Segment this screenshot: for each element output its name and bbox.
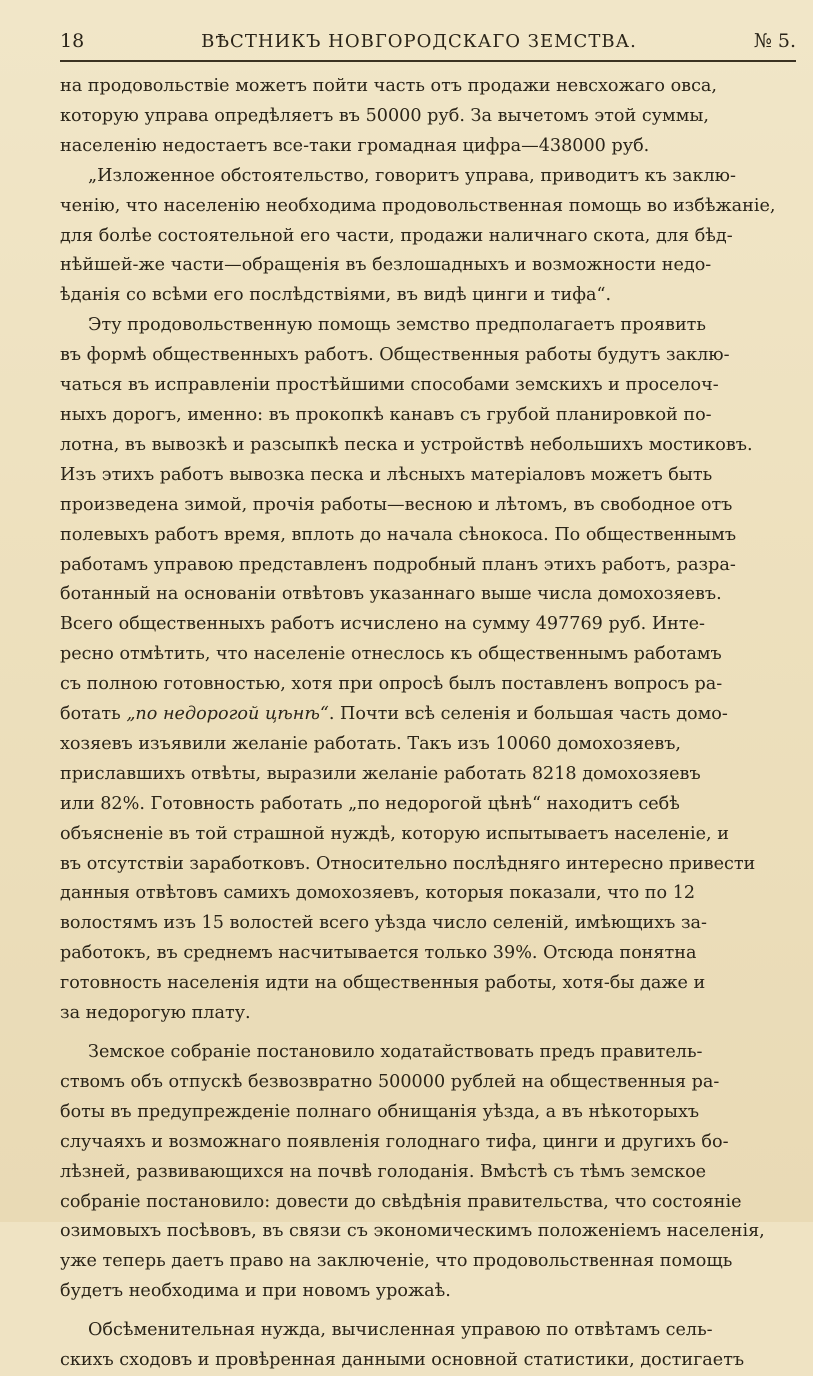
- paragraph: [60, 311, 796, 1029]
- text-line: въ отсутствіи заработковъ. Относительно послѣдняго интересно привести: [60, 853, 756, 874]
- text-line: ресно отмѣтить, что населеніе отнеслось къ общественнымъ работамъ: [60, 644, 722, 665]
- paragraph: [60, 72, 796, 162]
- paragraph: [60, 162, 796, 312]
- text-line: Земское собраніе постановило ходатайствовать предъ правитель-: [88, 1042, 703, 1062]
- text-line: объясненіе въ той страшной нуждѣ, которую испытываетъ населеніе, и: [60, 823, 729, 844]
- text-line: чаться въ исправленіи простѣйшими способами земскихъ и проселоч-: [60, 375, 719, 396]
- text-line: для болѣе состоятельной его части, продажи наличнаго скота, для бѣд-: [60, 225, 733, 246]
- paragraph: [60, 1038, 796, 1307]
- text-line: будетъ необходима и при новомъ урожаѣ.: [60, 1281, 451, 1302]
- text-line: нѣйшей-же части—обращенія въ безлошадныхъ и возможности недо-: [60, 255, 712, 276]
- text-line: боты въ предупрежденіе полнаго обнищанія уѣзда, а въ нѣкоторыхъ: [60, 1101, 700, 1122]
- text-line: данныя отвѣтовъ самихъ домохозяевъ, которыя показали, что по 12: [60, 883, 696, 904]
- text-line: Изъ этихъ работъ вывозка песка и лѣсныхъ матеріаловъ можетъ быть: [60, 464, 713, 485]
- text-fragment: ботать: [60, 704, 127, 725]
- text-line: населенію недостаетъ все-таки громадная цифра—438000 руб.: [60, 135, 650, 156]
- text-line: готовность населенія идти на общественныя работы, хотя-бы даже и: [60, 973, 706, 994]
- text-line: приславшихъ отвѣты, выразили желаніе работать 8218 домохозяевъ: [60, 763, 701, 784]
- text-line: или 82%. Готовность работать „по недорогой цѣнѣ“ находитъ себѣ: [60, 793, 680, 814]
- italic-quote: „по недорогой цѣнѣ“: [126, 704, 329, 725]
- text-line: ствомъ объ отпускѣ безвозвратно 500000 рублей на общественныя ра-: [60, 1071, 720, 1092]
- text-line: на продовольствіе можетъ пойти часть отъ продажи невсхожаго овса,: [60, 76, 717, 96]
- text-line: въ формѣ общественныхъ работъ. Общественныя работы будутъ заклю-: [60, 345, 730, 366]
- text-line: волостямъ изъ 15 волостей всего уѣзда число селеній, имѣющихъ за-: [60, 913, 707, 934]
- text-line: собраніе постановило: довести до свѣдѣнія правительства, что состояніе: [60, 1191, 742, 1212]
- text-line: за недорогую плату.: [60, 1003, 251, 1024]
- text-line: работокъ, въ среднемъ насчитывается только 39%. Отсюда понятна: [60, 943, 697, 964]
- text-line: работамъ управою представленъ подробный планъ этихъ работъ, разра-: [60, 554, 736, 575]
- text-line: „Изложенное обстоятельство, говоритъ управа, приводитъ къ заклю-: [88, 165, 736, 186]
- header-rule: [60, 60, 796, 62]
- text-line: ѣданія со всѣми его послѣдствіями, въ видѣ цинги и тифа“.: [60, 285, 612, 306]
- text-line: Всего общественныхъ работъ исчислено на сумму 497769 руб. Инте-: [60, 614, 705, 635]
- text-line: озимовыхъ посѣвовъ, въ связи съ экономическимъ положеніемъ населенія,: [60, 1221, 765, 1242]
- paragraph: [60, 1316, 796, 1376]
- article-body: [60, 72, 796, 1376]
- text-line: скихъ сходовъ и провѣренная данными основной статистики, достигаетъ: [60, 1350, 745, 1371]
- journal-title: ВѢСТНИКЪ НОВГОРОДСКАГО ЗЕМСТВА.: [201, 31, 637, 52]
- text-line: Обсѣменительная нужда, вычисленная управою по отвѣтамъ сель-: [88, 1320, 713, 1341]
- text-line: ботанный на основаніи отвѣтовъ указаннаго выше числа домохозяевъ.: [60, 584, 722, 605]
- text-line: ченію, что населенію необходима продовольственная помощь во избѣжаніе,: [60, 195, 776, 216]
- page-number: 18: [60, 30, 85, 52]
- page-header: [60, 30, 796, 52]
- text-line: хозяевъ изъявили желаніе работать. Такъ изъ 10060 домохозяевъ,: [60, 733, 682, 754]
- text-line: Эту продовольственную помощь земство предполагаетъ проявить: [88, 315, 706, 336]
- text-line: которую управа опредѣляетъ въ 50000 руб. За вычетомъ этой суммы,: [60, 105, 710, 126]
- text-line: лотна, въ вывозкѣ и разсыпкѣ песка и устройствѣ небольшихъ мостиковъ.: [60, 434, 753, 455]
- text-line: уже теперь даетъ право на заключеніе, что продовольственная помощь: [60, 1251, 733, 1272]
- text-line: лѣзней, развивающихся на почвѣ голоданія. Вмѣстѣ съ тѣмъ земское: [60, 1161, 707, 1182]
- text-fragment: . Почти всѣ селенія и большая часть домо-: [328, 704, 728, 725]
- text-line: произведена зимой, прочія работы—весною и лѣтомъ, въ свободное отъ: [60, 494, 733, 515]
- text-line: [60, 704, 728, 724]
- text-line: полевыхъ работъ время, вплоть до начала сѣнокоса. По общественнымъ: [60, 524, 737, 545]
- text-line: съ полною готовностью, хотя при опросѣ былъ поставленъ вопросъ ра-: [60, 674, 723, 695]
- text-line: случаяхъ и возможнаго появленія голоднаго тифа, цинги и другихъ бо-: [60, 1131, 729, 1152]
- issue-number: № 5.: [753, 30, 796, 52]
- text-line: ныхъ дорогъ, именно: въ прокопкѣ канавъ съ грубой планировкой по-: [60, 404, 712, 425]
